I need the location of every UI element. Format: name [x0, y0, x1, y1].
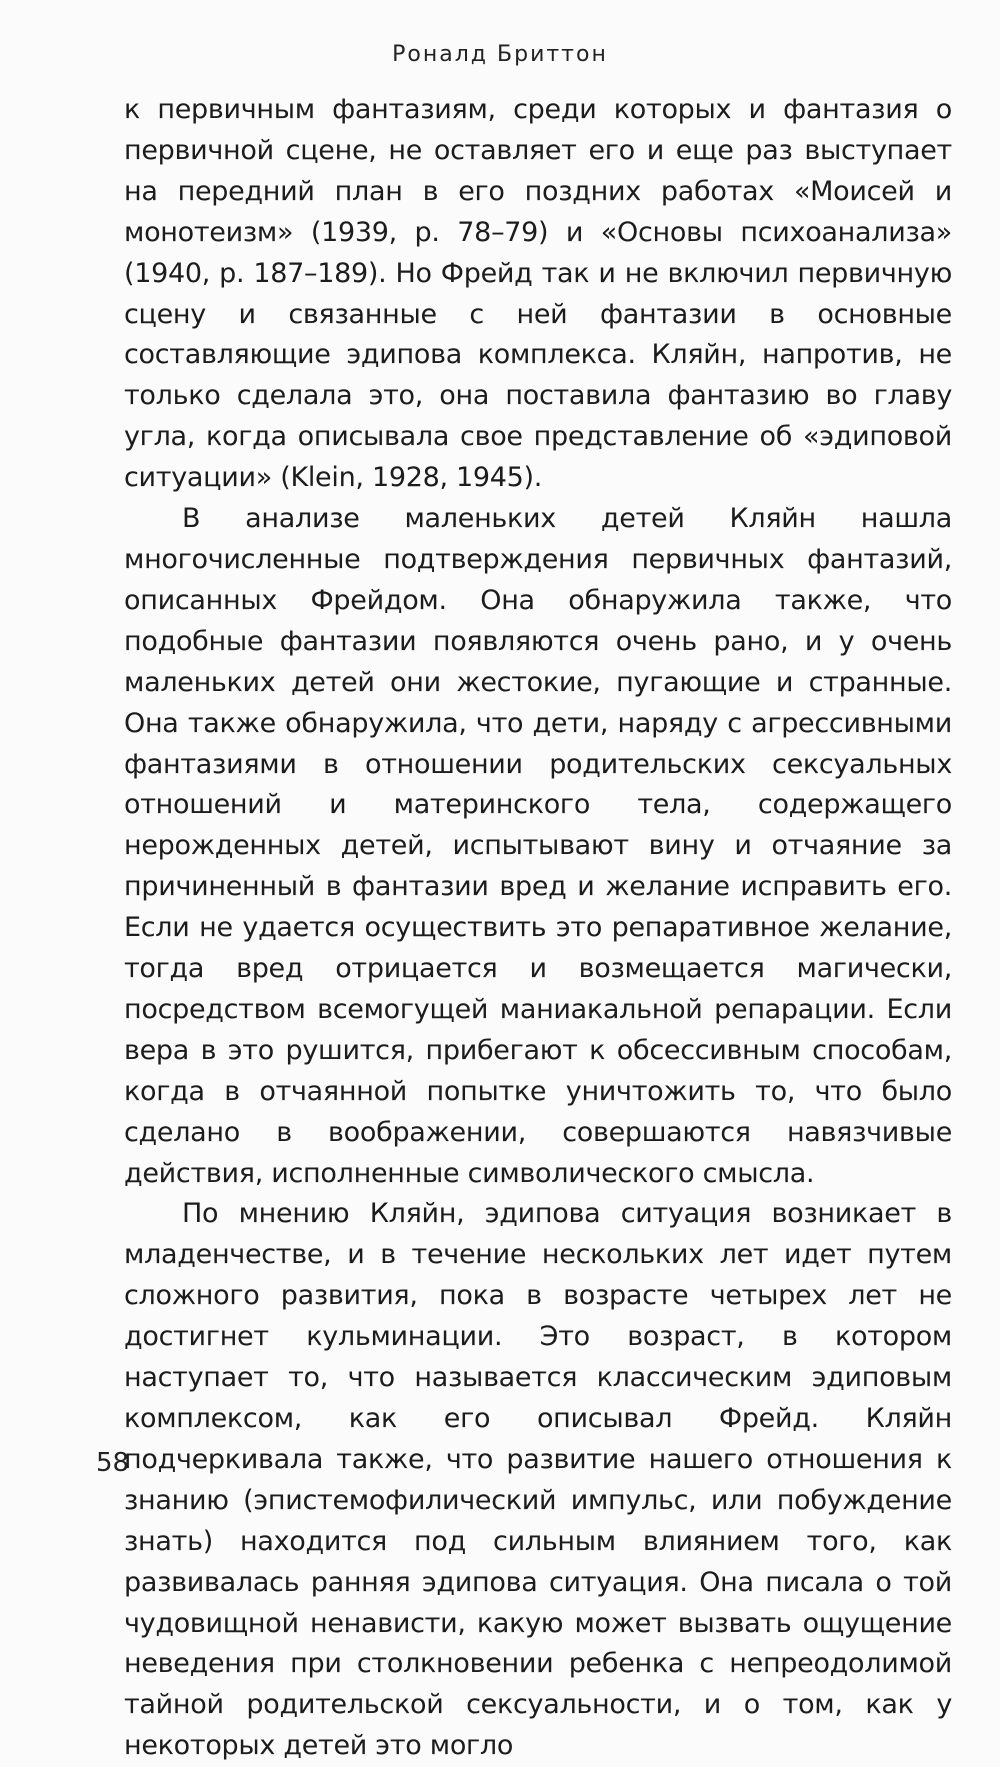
- body-text: [124, 90, 952, 1767]
- paragraph: В анализе маленьких детей Кляйн нашла многочисленные подтверждения первичных фантазий, описанных Фрейдом. Она обнаружила также, что подобные фантазии появляются очень рано, и у очень маленьких детей они жестокие, пугающие и странные. Она также обнаружила, что дети, наряду с агрессивными фантазиями в отношении родительских сексуальных отношений и материнского тела, содержащего нерожденных детей, испытывают вину и отчаяние за причиненный в фантазии вред и желание исправить его. Если не удается осуществить это репаративное желание, тогда вред отрицается и возмещается магически, посредством всемогущей маниакальной репарации. Если вера в это рушится, прибегают к обсессивным способам, когда в отчаянной попытке уничтожить то, что было сделано в воображении, совершаются навязчивые действия, исполненные символического смысла.: [124, 503, 952, 1189]
- paragraph-continued: к первичным фантазиям, среди которых и фантазия о первичной сцене, не оставляет его и еще раз выступает на передний план в его поздних работах «Моисей и монотеизм» (1939, р. 78–79) и «Основы психоанализа» (1940, р. 187–189). Но Фрейд так и не включил первичную сцену и связанные с ней фантазии в основные составляющие эдипова комплекса. Кляйн, напротив, не только сделала это, она поставила фантазию во главу угла, когда описывала свое представление об «эдиповой ситуации» (Klein, 1928, 1945).: [124, 94, 952, 494]
- page-number: 58: [96, 1448, 130, 1478]
- paragraph: По мнению Кляйн, эдипова ситуация возникает в младенчестве, и в течение нескольких лет идет путем сложного развития, пока в возрасте четырех лет не достигнет кульминации. Это возраст, в котором наступает то, что называется классическим эдиповым комплексом, как его описывал Фрейд. Кляйн подчеркивала также, что развитие нашего отношения к знанию (эпистемофилический импульс, или побуждение знать) находится под сильным влиянием того, как развивалась ранняя эдипова ситуация. Она писала о той чудовищной ненависти, какую может вызвать ощущение неведения при столкновении ребенка с непреодолимой тайной родительской сексуальности, и о том, как у некоторых детей это могло: [124, 1198, 952, 1762]
- running-title: Роналд Бриттон: [392, 42, 608, 67]
